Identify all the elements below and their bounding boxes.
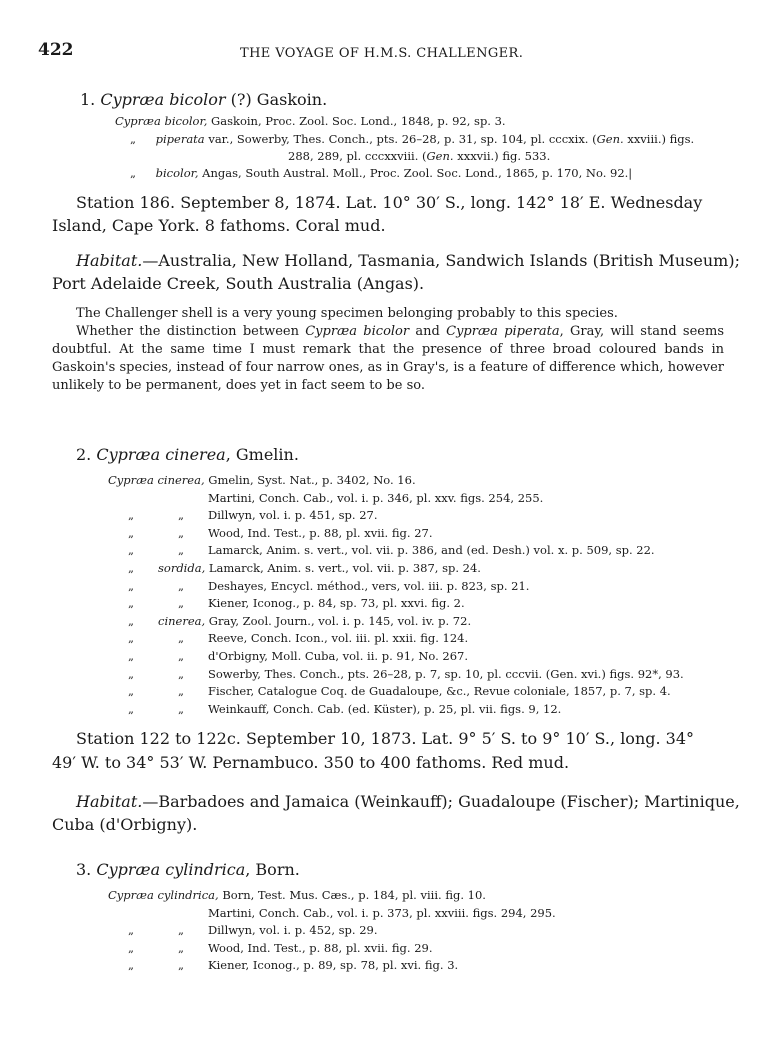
ditto-mark: „: [128, 508, 134, 523]
synonym-line: [208, 906, 556, 920]
syn-name: Cypræa cinerea,: [108, 473, 205, 487]
habitat-text: —Barbadoes and Jamaica (Weinkauff); Guadaloupe (Fischer); Martinique,: [142, 792, 740, 811]
paragraph-text: and: [409, 324, 447, 339]
ditto-mark: „: [128, 666, 134, 681]
ditto-mark: „: [128, 940, 134, 955]
habitat-label: Habitat.: [76, 251, 143, 270]
species-number: 2.: [76, 445, 92, 464]
synonym-line: [208, 684, 671, 698]
ditto-mark: „: [178, 923, 184, 937]
synonym-line: [208, 631, 468, 645]
syn-name: piperata: [155, 132, 205, 146]
species-author: (?) Gaskoin.: [225, 90, 328, 109]
ditto-mark: „: [128, 543, 134, 558]
syn-ref: Gaskoin, Proc. Zool. Soc. Lond., 1848, p. 92, sp. 3.: [207, 114, 506, 128]
species-1-title: [80, 90, 327, 109]
ditto-mark: „: [178, 684, 184, 699]
syn-ref: var., Sowerby, Thes. Conch., pts. 26–28, p. 31, sp. 104, pl. cccxix. (: [204, 132, 597, 146]
syn-ref: Deshayes, Encycl. méthod., vers, vol. iii. p. 823, sp. 21.: [208, 578, 530, 593]
ditto-mark: „: [178, 525, 184, 540]
species-name: Cypræa cylindrica: [96, 860, 246, 879]
synonym-line: [208, 543, 655, 557]
ditto-mark: „: [178, 578, 184, 593]
ditto-mark: „: [178, 649, 184, 663]
paragraph: [52, 323, 724, 395]
syn-ref: Gmelin, Syst. Nat., p. 3402, No. 16.: [204, 473, 416, 487]
station-line: Station 186. September 8, 1874. Lat. 10° 30′ S., long. 142° 18′ E. Wednesday: [76, 193, 703, 212]
syn-ref: Wood, Ind. Test., p. 88, pl. xvii. fig. 27.: [208, 525, 433, 540]
syn-ref: Angas, South Austral. Moll., Proc. Zool. Soc. Lond., 1865, p. 170, No. 92.|: [198, 166, 633, 180]
syn-ref: Wood, Ind. Test., p. 88, pl. xvii. fig. 29.: [208, 940, 433, 955]
syn-name: Cypræa cylindrica,: [108, 888, 219, 902]
paragraph-italic: Cypræa bicolor: [305, 324, 410, 339]
syn-ref: Dillwyn, vol. i. p. 452, sp. 29.: [208, 923, 378, 937]
synonym-line: [115, 114, 506, 128]
syn-ref: d'Orbigny, Moll. Cuba, vol. ii. p. 91, No. 267.: [208, 649, 469, 663]
synonym-line: [208, 649, 468, 663]
synonym-line: [108, 888, 486, 902]
syn-ref: Born, Test. Mus. Cæs., p. 184, pl. viii. fig. 10.: [218, 888, 486, 902]
syn-ref: Martini, Conch. Cab., vol. i. p. 346, pl. xxv. figs. 254, 255.: [208, 490, 544, 505]
ditto-mark: „: [128, 958, 134, 972]
synonym-line: [208, 579, 529, 593]
syn-ref: Reeve, Conch. Icon., vol. iii. pl. xxii. fig. 124.: [208, 631, 469, 646]
species-author: , Born.: [245, 860, 300, 879]
ditto-mark: „: [178, 543, 184, 558]
ditto-mark: „: [130, 166, 136, 180]
ditto-mark: „: [128, 596, 134, 611]
habitat-line: Port Adelaide Creek, South Australia (Angas).: [52, 274, 425, 293]
synonym-line: [208, 667, 684, 681]
synonym-line: [208, 702, 561, 716]
ditto-mark: „: [128, 613, 134, 628]
habitat-line: [76, 790, 740, 813]
syn-ref: Dillwyn, vol. i. p. 451, sp. 27.: [208, 508, 378, 523]
syn-ref: xxxvii.) fig. 533.: [453, 149, 551, 163]
syn-ref: Gray, Zool. Journ., vol. i. p. 145, vol. iv. p. 72.: [205, 613, 472, 628]
page-number: 422: [38, 40, 74, 60]
station-line: Station 122 to 122c. September 10, 1873. Lat. 9° 5′ S. to 9° 10′ S., long. 34°: [76, 729, 695, 748]
synonym-line: [208, 491, 543, 505]
syn-ref: Weinkauff, Conch. Cab. (ed. Küster), p. 25, pl. vii. figs. 9, 12.: [208, 701, 562, 716]
syn-name: bicolor,: [155, 166, 199, 180]
synonym-line: [130, 166, 632, 180]
synonym-line: [208, 508, 378, 522]
ditto-mark: „: [178, 666, 184, 681]
syn-ref: Lamarck, Anim. s. vert., vol. vii. p. 387, sp. 24.: [205, 561, 481, 575]
syn-genus: Gen.: [426, 149, 454, 163]
species-number: 1.: [80, 90, 96, 109]
habitat-line: Cuba (d'Orbigny).: [52, 815, 198, 834]
syn-ref: 288, 289, pl. cccxxviii. (: [288, 149, 427, 163]
synonym-line: [208, 958, 458, 972]
species-2-title: [76, 445, 299, 464]
ditto-mark: „: [178, 596, 184, 611]
syn-genus: Gen.: [596, 132, 624, 146]
syn-ref: xxviii.) figs.: [623, 132, 695, 146]
syn-ref: Kiener, Iconog., p. 84, sp. 73, pl. xxvi. fig. 2.: [208, 596, 465, 611]
synonym-line: [208, 596, 465, 610]
species-author: , Gmelin.: [225, 445, 299, 464]
habitat-label: Habitat.: [76, 792, 143, 811]
ditto-mark: „: [128, 701, 134, 716]
ditto-mark: „: [178, 701, 184, 716]
synonym-line: [158, 614, 471, 628]
synonym-line: [208, 941, 433, 955]
synonym-line: [208, 526, 433, 540]
species-number: 3.: [76, 860, 92, 879]
ditto-mark: „: [178, 508, 184, 523]
ditto-mark: „: [178, 958, 184, 972]
station-line: Island, Cape York. 8 fathoms. Coral mud.: [52, 216, 386, 235]
habitat-line: [76, 249, 740, 272]
ditto-mark: „: [128, 923, 134, 937]
ditto-mark: „: [130, 132, 136, 146]
ditto-mark: „: [128, 684, 134, 699]
species-3-title: [76, 860, 300, 879]
paragraph: The Challenger shell is a very young specimen belonging probably to this species.: [76, 306, 618, 321]
ditto-mark: „: [178, 940, 184, 955]
species-name: Cypræa cinerea: [96, 445, 226, 464]
syn-ref: Fischer, Catalogue Coq. de Guadaloupe, &c., Revue coloniale, 1857, p. 7, sp. 4.: [208, 684, 671, 699]
synonym-line: [158, 561, 481, 575]
ditto-mark: „: [178, 631, 184, 646]
syn-name: sordida,: [158, 561, 206, 575]
ditto-mark: „: [128, 649, 134, 663]
paragraph-text: Whether the distinction between: [76, 324, 306, 339]
species-name: Cypræa bicolor: [100, 90, 226, 109]
synonym-line: [130, 132, 694, 146]
running-title: THE VOYAGE OF H.M.S. CHALLENGER.: [240, 46, 524, 61]
synonym-line: [208, 923, 378, 937]
syn-ref: Lamarck, Anim. s. vert., vol. vii. p. 386, and (ed. Desh.) vol. x. p. 509, sp. 22.: [208, 543, 655, 558]
synonym-line: [288, 149, 550, 163]
syn-ref: Kiener, Iconog., p. 89, sp. 78, pl. xvi. fig. 3.: [208, 958, 459, 972]
syn-ref: Martini, Conch. Cab., vol. i. p. 373, pl. xxviii. figs. 294, 295.: [208, 905, 556, 920]
paragraph-italic: Cypræa piperata: [446, 324, 560, 339]
ditto-mark: „: [128, 631, 134, 646]
syn-name: cinerea,: [158, 613, 206, 628]
ditto-mark: „: [128, 561, 134, 575]
ditto-mark: „: [128, 578, 134, 593]
syn-name: Cypræa bicolor,: [115, 114, 208, 128]
habitat-text: —Australia, New Holland, Tasmania, Sandwich Islands (British Museum);: [142, 251, 740, 270]
paragraph-text: , Gray, will stand seems doubtful. At the same time I must remark that the presence of three broad coloured bands in Gaskoin's species, instead of four narrow ones, as in Gray's, is a feature of difference which, however unlikely to be permanent, does yet in fact seem to be so.: [52, 324, 724, 393]
synonym-line: [108, 473, 416, 487]
station-line: 49′ W. to 34° 53′ W. Pernambuco. 350 to 400 fathoms. Red mud.: [52, 753, 570, 772]
syn-ref: Sowerby, Thes. Conch., pts. 26–28, p. 7, sp. 10, pl. cccvii. (Gen. xvi.) figs. 92*, 93.: [208, 666, 684, 681]
ditto-mark: „: [128, 525, 134, 540]
